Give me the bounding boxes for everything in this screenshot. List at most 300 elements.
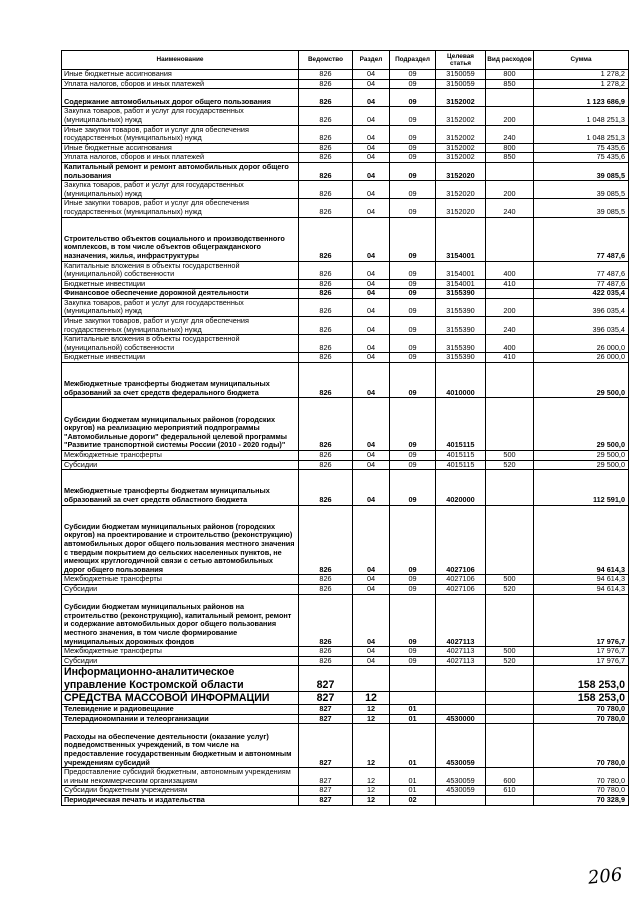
cell-subsection [390,666,436,691]
cell-name: Капитальные вложения в объекты государственной (муниципальной) собственности [62,335,299,353]
cell-section: 04 [353,217,390,261]
cell-target: 4020000 [436,470,486,505]
cell-target: 4027106 [436,575,486,585]
cell-section: 04 [353,451,390,461]
cell-dept: 826 [299,162,353,180]
cell-sum: 422 035,4 [534,289,629,299]
table-row [62,261,629,279]
cell-section: 04 [353,575,390,585]
cell-sum: 17 976,7 [534,656,629,666]
cell-target: 3152020 [436,162,486,180]
table-row [62,298,629,316]
cell-sum: 70 780,0 [534,724,629,768]
cell-subsection [390,691,436,704]
cell-exp-type: 200 [486,107,534,125]
cell-dept: 826 [299,279,353,289]
cell-sum: 1 048 251,3 [534,125,629,143]
cell-name: Финансовое обеспечение дорожной деятельности [62,289,299,299]
cell-subsection: 09 [390,89,436,107]
cell-sum: 94 614,3 [534,575,629,585]
cell-sum: 39 085,5 [534,181,629,199]
cell-name: Капитальный ремонт и ремонт автомобильных дорог общего пользования [62,162,299,180]
cell-name: СРЕДСТВА МАССОВОЙ ИНФОРМАЦИИ [62,691,299,704]
cell-section: 04 [353,594,390,647]
cell-section: 12 [353,786,390,796]
cell-section: 04 [353,162,390,180]
cell-subsection: 09 [390,451,436,461]
col-header-name: Наименование [62,51,299,70]
table-row [62,594,629,647]
budget-table-sheet [61,50,628,806]
cell-dept: 826 [299,656,353,666]
cell-section: 04 [353,460,390,470]
cell-sum: 94 614,3 [534,584,629,594]
table-row [62,89,629,107]
table-row [62,505,629,575]
cell-dept: 826 [299,505,353,575]
cell-sum: 1 123 686,9 [534,89,629,107]
cell-dept: 826 [299,217,353,261]
cell-name: Информационно-аналитическое управление Костромской области [62,666,299,691]
cell-dept: 826 [299,317,353,335]
cell-subsection: 09 [390,70,436,80]
cell-exp-type [486,724,534,768]
cell-dept: 827 [299,768,353,786]
cell-section: 04 [353,125,390,143]
table-row [62,317,629,335]
cell-section: 04 [353,279,390,289]
cell-name: Иные закупки товаров, работ и услуг для обеспечения государственных (муниципальных) нужд [62,317,299,335]
table-row [62,724,629,768]
table-row [62,460,629,470]
cell-sum: 17 976,7 [534,647,629,657]
cell-exp-type [486,691,534,704]
cell-target: 4015115 [436,460,486,470]
cell-name: Уплата налогов, сборов и иных платежей [62,153,299,163]
table-row [62,70,629,80]
cell-subsection: 09 [390,594,436,647]
cell-dept: 826 [299,181,353,199]
cell-sum: 29 500,0 [534,460,629,470]
cell-subsection: 09 [390,335,436,353]
cell-subsection: 09 [390,575,436,585]
cell-sum: 396 035,4 [534,298,629,316]
cell-target: 4027113 [436,656,486,666]
cell-section: 12 [353,795,390,805]
cell-section: 04 [353,289,390,299]
table-row [62,584,629,594]
cell-section: 12 [353,768,390,786]
cell-section: 04 [353,353,390,363]
table-row [62,363,629,398]
cell-section: 04 [353,199,390,217]
cell-section: 04 [353,584,390,594]
cell-section: 04 [353,398,390,451]
cell-dept: 827 [299,666,353,691]
cell-exp-type: 520 [486,460,534,470]
cell-dept: 827 [299,724,353,768]
table-row [62,289,629,299]
cell-exp-type: 410 [486,279,534,289]
cell-exp-type [486,89,534,107]
table-row [62,153,629,163]
cell-sum: 29 500,0 [534,398,629,451]
cell-subsection: 02 [390,795,436,805]
cell-sum: 1 278,2 [534,79,629,89]
cell-subsection: 09 [390,143,436,153]
cell-name: Иные бюджетные ассигнования [62,143,299,153]
cell-name: Иные закупки товаров, работ и услуг для обеспечения государственных (муниципальных) нужд [62,199,299,217]
cell-subsection: 09 [390,279,436,289]
cell-dept: 826 [299,594,353,647]
cell-target: 4027113 [436,647,486,657]
table-row [62,398,629,451]
cell-dept: 827 [299,691,353,704]
cell-target: 3152020 [436,181,486,199]
table-row [62,714,629,724]
cell-dept: 826 [299,335,353,353]
cell-subsection: 09 [390,261,436,279]
cell-target: 4015115 [436,451,486,461]
table-row [62,691,629,704]
cell-subsection: 01 [390,786,436,796]
cell-section: 12 [353,704,390,714]
table-row [62,353,629,363]
cell-name: Предоставление субсидий бюджетным, автономным учреждениям и иным некоммерческим организациям [62,768,299,786]
cell-section: 04 [353,470,390,505]
cell-target: 4027106 [436,584,486,594]
cell-exp-type: 500 [486,451,534,461]
col-header-subsection: Подраздел [390,51,436,70]
table-row [62,217,629,261]
cell-name: Субсидии [62,460,299,470]
cell-exp-type [486,704,534,714]
cell-exp-type: 500 [486,575,534,585]
cell-section: 04 [353,505,390,575]
cell-exp-type [486,470,534,505]
table-row [62,107,629,125]
cell-name: Межбюджетные трансферты [62,647,299,657]
cell-subsection: 09 [390,289,436,299]
cell-target: 4010000 [436,363,486,398]
table-row [62,768,629,786]
cell-subsection: 09 [390,584,436,594]
cell-exp-type [486,795,534,805]
cell-exp-type [486,666,534,691]
cell-target: 3152020 [436,199,486,217]
cell-subsection: 09 [390,107,436,125]
table-row [62,162,629,180]
cell-subsection: 09 [390,363,436,398]
cell-exp-type: 240 [486,199,534,217]
cell-dept: 826 [299,89,353,107]
cell-subsection: 09 [390,298,436,316]
cell-name: Бюджетные инвестиции [62,279,299,289]
cell-subsection: 09 [390,162,436,180]
cell-dept: 826 [299,584,353,594]
col-header-sum: Сумма [534,51,629,70]
cell-name: Субсидии [62,656,299,666]
cell-sum: 77 487,6 [534,279,629,289]
table-row [62,79,629,89]
cell-section: 04 [353,79,390,89]
table-row [62,279,629,289]
cell-dept: 826 [299,143,353,153]
table-row [62,181,629,199]
cell-exp-type: 240 [486,125,534,143]
table-row [62,647,629,657]
cell-subsection: 09 [390,398,436,451]
cell-exp-type: 200 [486,181,534,199]
cell-target: 4530059 [436,768,486,786]
cell-dept: 827 [299,786,353,796]
cell-dept: 826 [299,363,353,398]
cell-target: 4530000 [436,714,486,724]
cell-name: Межбюджетные трансферты бюджетам муниципальных образований за счет средств областного бюджета [62,470,299,505]
cell-subsection: 01 [390,704,436,714]
cell-exp-type: 410 [486,353,534,363]
cell-dept: 826 [299,70,353,80]
cell-exp-type [486,162,534,180]
table-row [62,704,629,714]
cell-target: 3150059 [436,79,486,89]
cell-dept: 826 [299,298,353,316]
table-row [62,199,629,217]
cell-dept: 826 [299,289,353,299]
table-row [62,470,629,505]
cell-subsection: 01 [390,768,436,786]
cell-subsection: 09 [390,79,436,89]
cell-subsection: 01 [390,714,436,724]
cell-exp-type: 400 [486,261,534,279]
cell-exp-type: 520 [486,584,534,594]
col-header-dept: Ведомство [299,51,353,70]
cell-dept: 826 [299,353,353,363]
cell-subsection: 09 [390,181,436,199]
cell-sum: 158 253,0 [534,691,629,704]
cell-sum: 70 780,0 [534,786,629,796]
cell-section: 04 [353,181,390,199]
cell-dept: 827 [299,704,353,714]
cell-exp-type: 800 [486,70,534,80]
table-row [62,143,629,153]
cell-sum: 1 048 251,3 [534,107,629,125]
cell-sum: 70 780,0 [534,714,629,724]
cell-target [436,795,486,805]
cell-target: 4027106 [436,505,486,575]
cell-subsection: 09 [390,353,436,363]
cell-exp-type [486,289,534,299]
cell-section: 04 [353,107,390,125]
table-row [62,125,629,143]
cell-target: 3152002 [436,107,486,125]
cell-exp-type: 610 [486,786,534,796]
cell-dept: 826 [299,451,353,461]
cell-section: 04 [353,153,390,163]
budget-table [61,50,629,806]
cell-subsection: 09 [390,647,436,657]
col-header-exp-type: Вид расходов [486,51,534,70]
cell-name: Капитальные вложения в объекты государственной (муниципальной) собственности [62,261,299,279]
cell-sum: 75 435,6 [534,153,629,163]
cell-sum: 29 500,0 [534,451,629,461]
cell-name: Периодическая печать и издательства [62,795,299,805]
cell-section: 04 [353,298,390,316]
cell-section: 04 [353,70,390,80]
cell-sum: 26 000,0 [534,335,629,353]
cell-exp-type [486,363,534,398]
cell-target: 3155390 [436,298,486,316]
cell-target: 3154001 [436,261,486,279]
cell-subsection: 09 [390,125,436,143]
cell-sum: 94 614,3 [534,505,629,575]
cell-sum: 70 780,0 [534,704,629,714]
cell-dept: 826 [299,470,353,505]
cell-subsection: 01 [390,724,436,768]
cell-sum: 112 591,0 [534,470,629,505]
cell-exp-type: 200 [486,298,534,316]
table-header-row [62,51,629,70]
cell-target [436,691,486,704]
cell-sum: 17 976,7 [534,594,629,647]
cell-target: 3155390 [436,317,486,335]
cell-exp-type: 800 [486,143,534,153]
cell-exp-type [486,217,534,261]
cell-sum: 158 253,0 [534,666,629,691]
cell-subsection: 09 [390,317,436,335]
table-row [62,656,629,666]
cell-target: 3155390 [436,335,486,353]
cell-section: 04 [353,89,390,107]
cell-dept: 826 [299,647,353,657]
cell-target: 4530059 [436,724,486,768]
cell-target: 3155390 [436,289,486,299]
cell-subsection: 09 [390,460,436,470]
table-row [62,795,629,805]
cell-exp-type: 400 [486,335,534,353]
cell-subsection: 09 [390,505,436,575]
cell-section: 12 [353,724,390,768]
cell-target: 3152002 [436,153,486,163]
cell-sum: 26 000,0 [534,353,629,363]
cell-dept: 827 [299,714,353,724]
cell-exp-type: 500 [486,647,534,657]
cell-exp-type: 850 [486,153,534,163]
cell-sum: 77 487,6 [534,217,629,261]
cell-dept: 827 [299,795,353,805]
table-row [62,335,629,353]
cell-name: Закупка товаров, работ и услуг для государственных (муниципальных) нужд [62,181,299,199]
cell-name: Закупка товаров, работ и услуг для государственных (муниципальных) нужд [62,298,299,316]
cell-dept: 826 [299,460,353,470]
cell-subsection: 09 [390,470,436,505]
page-number: 206 [586,864,624,889]
cell-section: 04 [353,261,390,279]
cell-section: 04 [353,656,390,666]
cell-name: Строительство объектов социального и производственного комплексов, в том числе объектов общегражданского назначения, жилья, инфраструктуры [62,217,299,261]
cell-exp-type: 600 [486,768,534,786]
cell-sum: 396 035,4 [534,317,629,335]
cell-exp-type [486,714,534,724]
cell-name: Межбюджетные трансферты [62,451,299,461]
cell-dept: 826 [299,153,353,163]
cell-subsection: 09 [390,199,436,217]
cell-target: 3150059 [436,70,486,80]
cell-exp-type [486,594,534,647]
cell-name: Межбюджетные трансферты бюджетам муниципальных образований за счет средств федерального бюджета [62,363,299,398]
cell-dept: 826 [299,79,353,89]
cell-name: Закупка товаров, работ и услуг для государственных (муниципальных) нужд [62,107,299,125]
cell-target: 3154001 [436,279,486,289]
cell-target: 4530059 [436,786,486,796]
cell-subsection: 09 [390,153,436,163]
cell-exp-type: 850 [486,79,534,89]
cell-section: 04 [353,335,390,353]
table-row [62,451,629,461]
cell-subsection: 09 [390,656,436,666]
cell-name: Содержание автомобильных дорог общего пользования [62,89,299,107]
cell-sum: 70 328,9 [534,795,629,805]
cell-name: Субсидии бюджетам муниципальных районов на строительство (реконструкцию), капитальный ремонт, ремонт и содержание автомобильных дорог общего пользования местного значения, в том числе формирование муниципальных дорожных фондов [62,594,299,647]
cell-name: Субсидии [62,584,299,594]
cell-sum: 29 500,0 [534,363,629,398]
cell-target: 3152002 [436,125,486,143]
cell-name: Иные бюджетные ассигнования [62,70,299,80]
cell-subsection: 09 [390,217,436,261]
cell-target: 4015115 [436,398,486,451]
cell-exp-type: 240 [486,317,534,335]
cell-sum: 39 085,5 [534,199,629,217]
table-body [62,70,629,806]
cell-dept: 826 [299,398,353,451]
col-header-target: Целевая статья [436,51,486,70]
cell-name: Бюджетные инвестиции [62,353,299,363]
cell-section [353,666,390,691]
col-header-section: Раздел [353,51,390,70]
cell-sum: 1 278,2 [534,70,629,80]
cell-target [436,666,486,691]
cell-section: 04 [353,143,390,153]
cell-name: Телерадиокомпании и телеорганизации [62,714,299,724]
cell-target: 3152002 [436,143,486,153]
table-row [62,666,629,691]
cell-name: Субсидии бюджетам муниципальных районов (городских округов) на реализацию мероприятий подпрограммы "Автомобильные дороги" федеральной целевой программы "Развитие транспортной системы России (2010 - 2020 годы)" [62,398,299,451]
cell-exp-type [486,398,534,451]
cell-name: Иные закупки товаров, работ и услуг для обеспечения государственных (муниципальных) нужд [62,125,299,143]
table-row [62,786,629,796]
cell-dept: 826 [299,575,353,585]
cell-dept: 826 [299,125,353,143]
cell-target [436,704,486,714]
cell-target: 4027113 [436,594,486,647]
cell-section: 04 [353,317,390,335]
cell-exp-type: 520 [486,656,534,666]
cell-dept: 826 [299,261,353,279]
cell-sum: 75 435,6 [534,143,629,153]
cell-sum: 70 780,0 [534,768,629,786]
cell-sum: 39 085,5 [534,162,629,180]
cell-name: Межбюджетные трансферты [62,575,299,585]
cell-section: 04 [353,363,390,398]
cell-target: 3155390 [436,353,486,363]
cell-name: Субсидии бюджетам муниципальных районов (городских округов) на проектирование и строительство (реконструкцию) автомобильных дорог общего пользования местного значения с твердым покрытием до сельских населенных пунктов, не имеющих круглогодичной связи с сетью автомобильных дорог общего пользования [62,505,299,575]
cell-name: Расходы на обеспечение деятельности (оказание услуг) подведомственных учреждений, в том числе на предоставление государственным бюджетным и автономным учреждениям субсидий [62,724,299,768]
table-row [62,575,629,585]
cell-sum: 77 487,6 [534,261,629,279]
cell-section: 04 [353,647,390,657]
cell-dept: 826 [299,199,353,217]
cell-name: Телевидение и радиовещание [62,704,299,714]
